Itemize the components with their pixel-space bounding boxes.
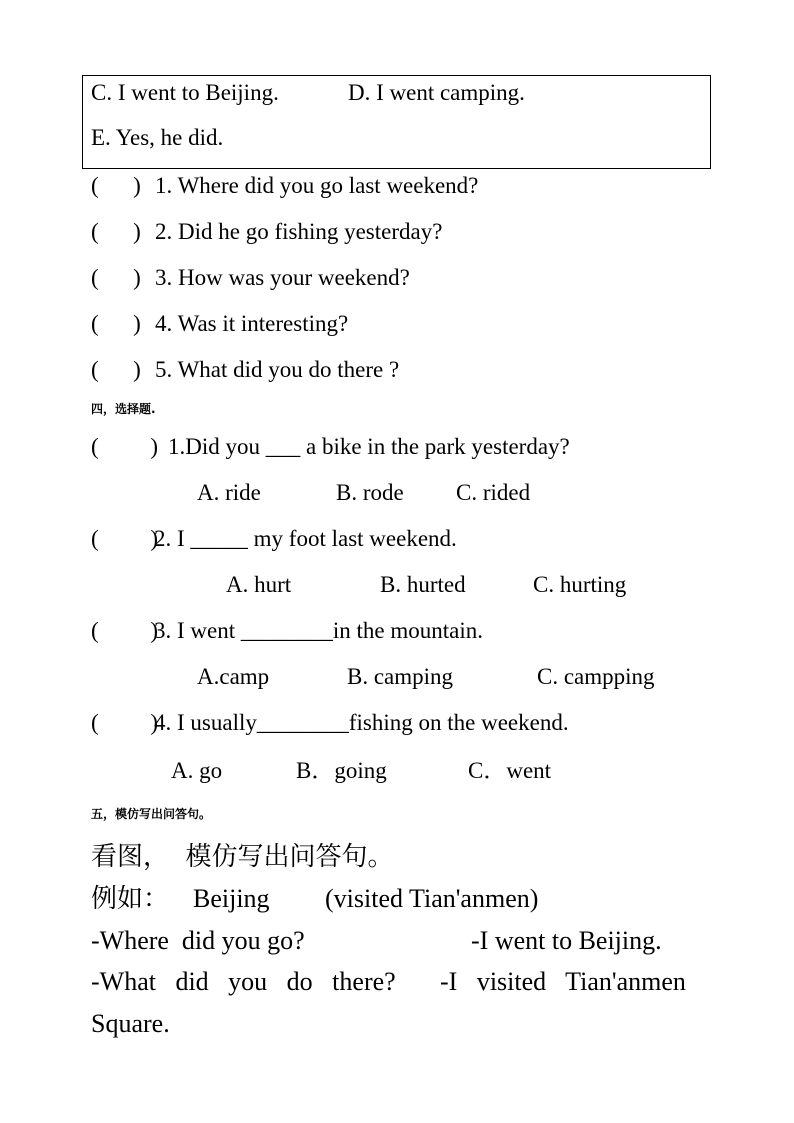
answer-blank[interactable]: ( ) [91, 219, 141, 244]
choice-option: C. rided [456, 480, 531, 505]
answer-blank[interactable]: ( ) [91, 434, 159, 459]
choice-question-stem: 4. I usually________fishing on the weekend. [154, 710, 569, 735]
choice-option: A.camp [197, 664, 270, 689]
example-question: -What did you do there? [91, 967, 396, 996]
choice-question-stem: 1.Did you ___ a bike in the park yesterday? [168, 434, 570, 459]
choice-option: A. hurt [226, 572, 292, 597]
choice-option: A. ride [197, 480, 261, 505]
example-place: Beijing [193, 884, 270, 913]
option-d: D. I went camping. [348, 80, 525, 105]
answer-blank[interactable]: ( ) [91, 311, 141, 336]
answer-blank[interactable]: ( ) [91, 710, 159, 735]
answer-blank[interactable]: ( ) [91, 173, 141, 198]
choice-option: A. go [171, 758, 223, 783]
example-answer: -I went to Beijing. [471, 926, 662, 955]
answer-blank[interactable]: ( ) [91, 526, 159, 551]
example-question: -Where did you go? [91, 926, 305, 955]
match-question-text: 3. How was your weekend? [155, 265, 410, 290]
match-question-text: 4. Was it interesting? [155, 311, 349, 336]
example-label: 例如： [91, 884, 170, 914]
choice-option: B. hurted [380, 572, 466, 597]
choice-question-stem: 2. I _____ my foot last weekend. [154, 526, 457, 551]
choice-option: B. camping [347, 664, 454, 689]
option-e: E. Yes, he did. [91, 125, 224, 150]
choice-option: B. rode [336, 480, 404, 505]
answer-blank[interactable]: ( ) [91, 618, 159, 643]
choice-option: C. campping [537, 664, 655, 689]
example-answer: -I visited Tian'anmen [440, 967, 686, 996]
instruction-text: 看图， 模仿写出问答句。 [91, 842, 394, 872]
example-answer-continued: Square. [91, 1009, 170, 1038]
example-hint: (visited Tian'anmen) [325, 884, 539, 913]
choice-option: B．going [296, 758, 387, 783]
section-heading: 五，模仿写出问答句。 [91, 807, 212, 821]
section-heading: 四，选择题. [91, 402, 156, 416]
match-question-text: 2. Did he go fishing yesterday? [155, 219, 443, 244]
answer-blank[interactable]: ( ) [91, 265, 141, 290]
choice-option: C．went [468, 758, 552, 783]
match-question-text: 1. Where did you go last weekend? [155, 173, 479, 198]
choice-option: C. hurting [533, 572, 627, 597]
option-c: C. I went to Beijing. [91, 80, 279, 105]
match-question-text: 5. What did you do there ? [155, 357, 400, 382]
answer-blank[interactable]: ( ) [91, 357, 141, 382]
choice-question-stem: 3. I went ________in the mountain. [154, 618, 483, 643]
